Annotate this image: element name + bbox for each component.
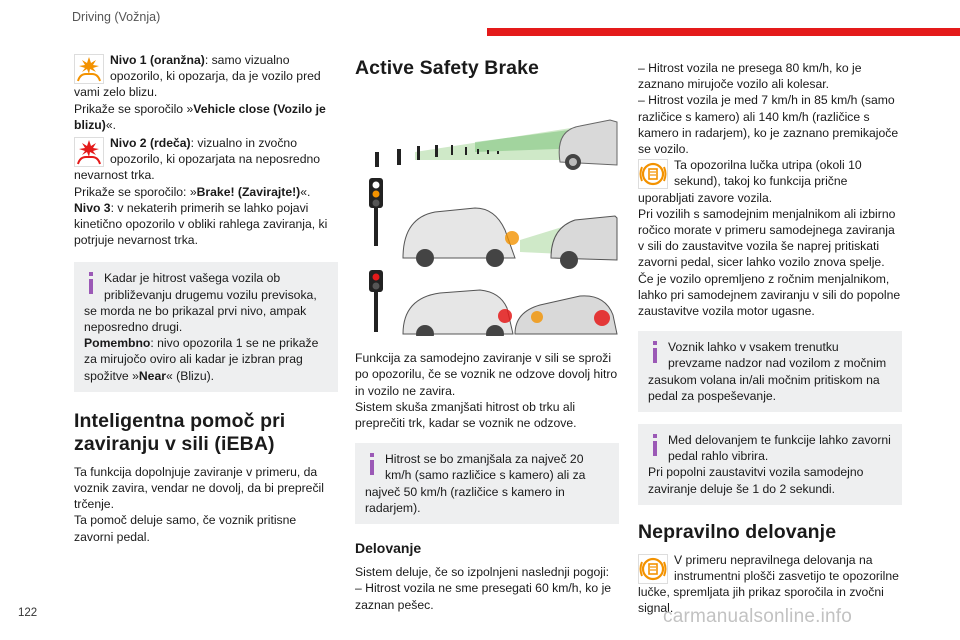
collision-warning-red-icon (74, 137, 104, 167)
header-title: Driving (Vožnja) (72, 10, 161, 24)
watermark: carmanualsonline.info (663, 606, 853, 627)
note1-text: Kadar je hitrost vašega vozila ob približevanju drugemu vozilu previsoka, se morda ne bo prikazal prvi nivo, ampak neposredno drugi. (84, 271, 317, 335)
delovanje-paragraph-1: Sistem deluje, če so izpolnjeni naslednji pogoji: (355, 565, 610, 580)
level2-msg-prefix: Prikaže se sporočilo: » (74, 184, 197, 199)
header-accent-bar (487, 28, 960, 36)
note-speed-warning (74, 262, 338, 391)
manual-gearbox-text: Če je vozilo opremljeno z ročnim menjalnikom, lahko pri samodejnem zaviranju v sili do popolne zaustavitve vozila motor ugasne. (638, 271, 901, 319)
note1-important-text: : nivo opozorila 1 se ne prikaže za mirujočo oviro ali kadar je izbran prag spožitve » (84, 336, 319, 383)
level1-label: Nivo 1 (oranžna) (110, 53, 205, 67)
note3-text: Voznik lahko v vsakem trenutku prevzame nadzor nad vozilom z močnim zasukom volana in/ali močnim pritiskom na pedal za pospeševanje. (648, 340, 887, 403)
ieba-paragraph-1: Ta funkcija dopolnjuje zaviranje v primeru, da voznik zavira, vendar ne dovolj, da bi preprečil trčenje. (74, 464, 324, 512)
note1-near-suffix: « (Blizu). (165, 368, 215, 383)
malfunction-text: V primeru nepravilnega delovanja na instrumentni plošči zasvetijo te opozorilne lučke, spremljata jih prikaz sporočila in zvočni signal. (638, 552, 899, 616)
info-icon (365, 453, 379, 475)
level2-msg-suffix: «. (300, 184, 311, 199)
asb-paragraph-1: Funkcija za samodejno zaviranje v sili se sproži po opozorilu, če se voznik ne odzove dovolj hitro in vozilo ne zavira. (355, 351, 618, 398)
note-speed-reduction (355, 443, 619, 524)
illustration-panel-sensor (375, 120, 617, 170)
level1-msg-suffix: «. (105, 117, 116, 132)
level1-text: : samo vizualno opozorilo, ki opozarja, da je vozilo pred vami zelo blizu. (74, 53, 321, 100)
note2-text: Hitrost se bo zmanjšala za največ 20 km/h (samo različice s kamero) ali za največ 50 km/h (različice s kamero in radarjem). (365, 452, 586, 515)
level1-msg-prefix: Prikaže se sporočilo » (74, 101, 194, 116)
warning-lamp-paragraph (638, 157, 902, 206)
ieba-heading: Inteligentna pomoč pri zaviranju v sili (iEBA) (74, 409, 286, 455)
level3-label: Nivo 3 (74, 200, 111, 215)
info-icon (648, 341, 662, 363)
illustration-panel-level2 (369, 270, 617, 336)
note1-near: Near (138, 368, 166, 383)
level2-text: : vizualno in zvočno opozorilo, ki opozarjata na neposredno nevarnost trka. (74, 136, 321, 183)
asb-illustration (355, 90, 619, 340)
level1-paragraph (74, 52, 338, 133)
automatic-gearbox-text: Pri vozilih s samodejnim menjalnikom ali izbirno ročico morate v primeru samodejnega zaviranja v sili do zaustavitve vozila še naprej pritiskati zavorni pedal, sicer lahko vozilo znova spelje. (638, 206, 896, 270)
note4-text-a: Med delovanjem te funkcije lahko zavorni pedal rahlo vibrira. (668, 433, 891, 464)
ieba-paragraph-2: Ta pomoč deluje samo, če voznik pritisne zavorni pedal. (74, 513, 297, 544)
level1-message: Vehicle close (Vozilo je blizu) (74, 101, 326, 132)
warning-lamp-text: Ta opozorilna lučka utripa (okoli 10 sekund), takoj ko funkcija prične uporabljati zavore vozila. (638, 158, 862, 205)
collision-warning-orange-icon (74, 54, 104, 84)
column-2 (355, 52, 619, 613)
level2-message: Brake! (Zavirajte!) (196, 184, 301, 199)
delovanje-heading: Delovanje (355, 540, 422, 557)
column-1 (74, 52, 338, 545)
note-driver-override (638, 331, 902, 412)
level3-text: : v nekaterih primerih se lahko pojavi kinetično opozorilo v obliki rahlega zaviranja, ki potrjuje nevarnost trka. (74, 200, 328, 248)
level2-paragraph (74, 135, 338, 248)
level2-label: Nivo 2 (rdeča) (110, 136, 191, 151)
column-3 (638, 52, 902, 617)
info-icon (84, 272, 98, 294)
brake-warning-lamp-icon (638, 159, 668, 189)
condition-stationary: – Hitrost vozila ne presega 80 km/h, ko je zaznano mirujoče vozilo ali kolesar. (638, 61, 862, 92)
page-number: 122 (18, 607, 38, 619)
illustration-panel-level1 (369, 178, 617, 269)
condition-moving: – Hitrost vozila je med 7 km/h in 85 km/h (samo različice s kamero) ali 140 km/h (različice s kamero in radarjem), ko je zaznano premikajoče se vozilo. (638, 93, 899, 157)
info-icon (648, 434, 662, 456)
brake-warning-lamp-icon (638, 554, 668, 584)
delovanje-paragraph-2: – Hitrost vozila ne sme presegati 60 km/h, ko je zaznan pešec. (355, 581, 612, 612)
asb-paragraph-2: Sistem skuša zmanjšati hitrost ob trku ali preprečiti trk, kadar se voznik ne odzove. (355, 399, 577, 431)
nepravilno-heading: Nepravilno delovanje (638, 520, 837, 543)
note4-text-b: Pri popolni zaustavitvi vozila samodejno zaviranje deluje še 1 do 2 sekundi. (648, 465, 864, 496)
asb-heading: Active Safety Brake (355, 57, 539, 79)
note1-important: Pomembno (84, 336, 151, 351)
note-pedal-vibration (638, 424, 902, 505)
